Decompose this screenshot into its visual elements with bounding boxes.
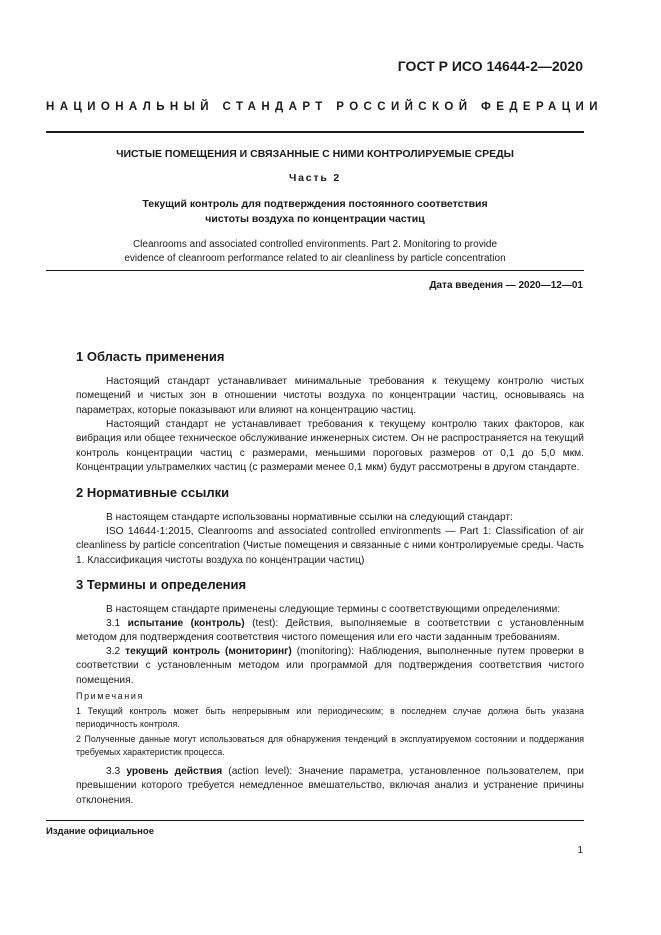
notes-heading: Примечания	[76, 691, 144, 701]
english-title-line: Cleanrooms and associated controlled environments. Part 2. Monitoring to provide	[132, 239, 498, 250]
national-standard-heading: НАЦИОНАЛЬНЫЙ СТАНДАРТ РОССИЙСКОЙ ФЕДЕРАЦИИ	[46, 101, 603, 113]
footer-divider	[46, 820, 584, 821]
term: уровень действия	[126, 766, 223, 777]
paragraph: Настоящий стандарт не устанавливает требования к текущему контролю таких факторов, как вибрация или общее техническое обслуживание инженерных систем. Он не распространяется на текущий контроль концентрации частиц с размерами, меньшими пороговых размеров от 0,1 до 5,0 мкм. Концентрации ультрамелких частиц (с размерами менее 0,1 мкм) будут рассмотрены в другом стандарте.	[76, 419, 584, 473]
header-divider	[46, 131, 584, 133]
section-heading: 1 Область применения	[76, 349, 225, 364]
subtitle-line: чистоты воздуха по концентрации частиц	[205, 213, 425, 225]
paragraph: Настоящий стандарт устанавливает минимальные требования к текущему контролю чистых помещений и чистых зон в отношении чистоты воздуха по концентрации частиц, основываясь на параметрах, которые показывают или влияют на концентрацию частиц.	[76, 376, 584, 416]
section-heading: 2 Нормативные ссылки	[76, 485, 230, 500]
term-definition: 3.2 текущий контроль (мониторинг) (monitoring): Наблюдения, выполненные путем проверки в соответствии с установленным методом или программой для подтверждения соответствия чистого помещения.	[76, 646, 584, 686]
term: испытание (контроль)	[127, 618, 245, 629]
term-definition: 3.1 испытание (контроль) (test): Действия, выполняемые в соответствии с установленным методом для подтверждения соответствия чистого помещения или его части заданным требованиям.	[76, 618, 584, 644]
paragraph: ISO 14644-1:2015, Cleanrooms and associated controlled environments — Part 1: Classification of air cleanliness by particle concentration (Чистые помещения и связанные с ними контролируемые среды. Часть 1. Классификация чистоты воздуха по концентрации частиц)	[76, 526, 584, 566]
section-heading: 3 Термины и определения	[76, 577, 247, 592]
term: текущий контроль (мониторинг)	[125, 646, 292, 657]
paragraph: В настоящем стандарте использованы нормативные ссылки на следующий стандарт:	[106, 512, 513, 523]
standard-number: ГОСТ Р ИСО 14644-2—2020	[397, 58, 583, 74]
note: 1 Текущий контроль может быть непрерывным или периодическим; в последнем случае должна быть указана периодичность контроля.	[76, 706, 584, 729]
english-title-line: evidence of cleanroom performance related to air cleanliness by particle concentration	[124, 253, 506, 264]
note: 2 Полученные данные могут использоваться для обнаружения тенденций в эксплуатируемом состоянии и поддержания требуемых характеристик процесса.	[76, 734, 584, 757]
subtitle-line: Текущий контроль для подтверждения постоянного соответствия	[142, 198, 488, 210]
document-title: ЧИСТЫЕ ПОМЕЩЕНИЯ И СВЯЗАННЫЕ С НИМИ КОНТРОЛИРУЕМЫЕ СРЕДЫ	[116, 148, 514, 160]
paragraph: В настоящем стандарте применены следующие термины с соответствующими определениями:	[106, 604, 561, 615]
term-definition: 3.3 уровень действия (action level): Значение параметра, установленное пользователем, при превышении которого требуется немедленное вмешательство, включая анализ и устранение причины отклонения.	[76, 766, 584, 806]
introduction-date: Дата введения — 2020—12—01	[429, 280, 583, 291]
part-label: Часть 2	[288, 172, 341, 184]
page-number: 1	[577, 845, 583, 856]
english-title	[46, 238, 584, 266]
title-divider	[46, 270, 584, 271]
official-edition-label: Издание официальное	[46, 826, 154, 837]
document-subtitle	[46, 197, 584, 227]
